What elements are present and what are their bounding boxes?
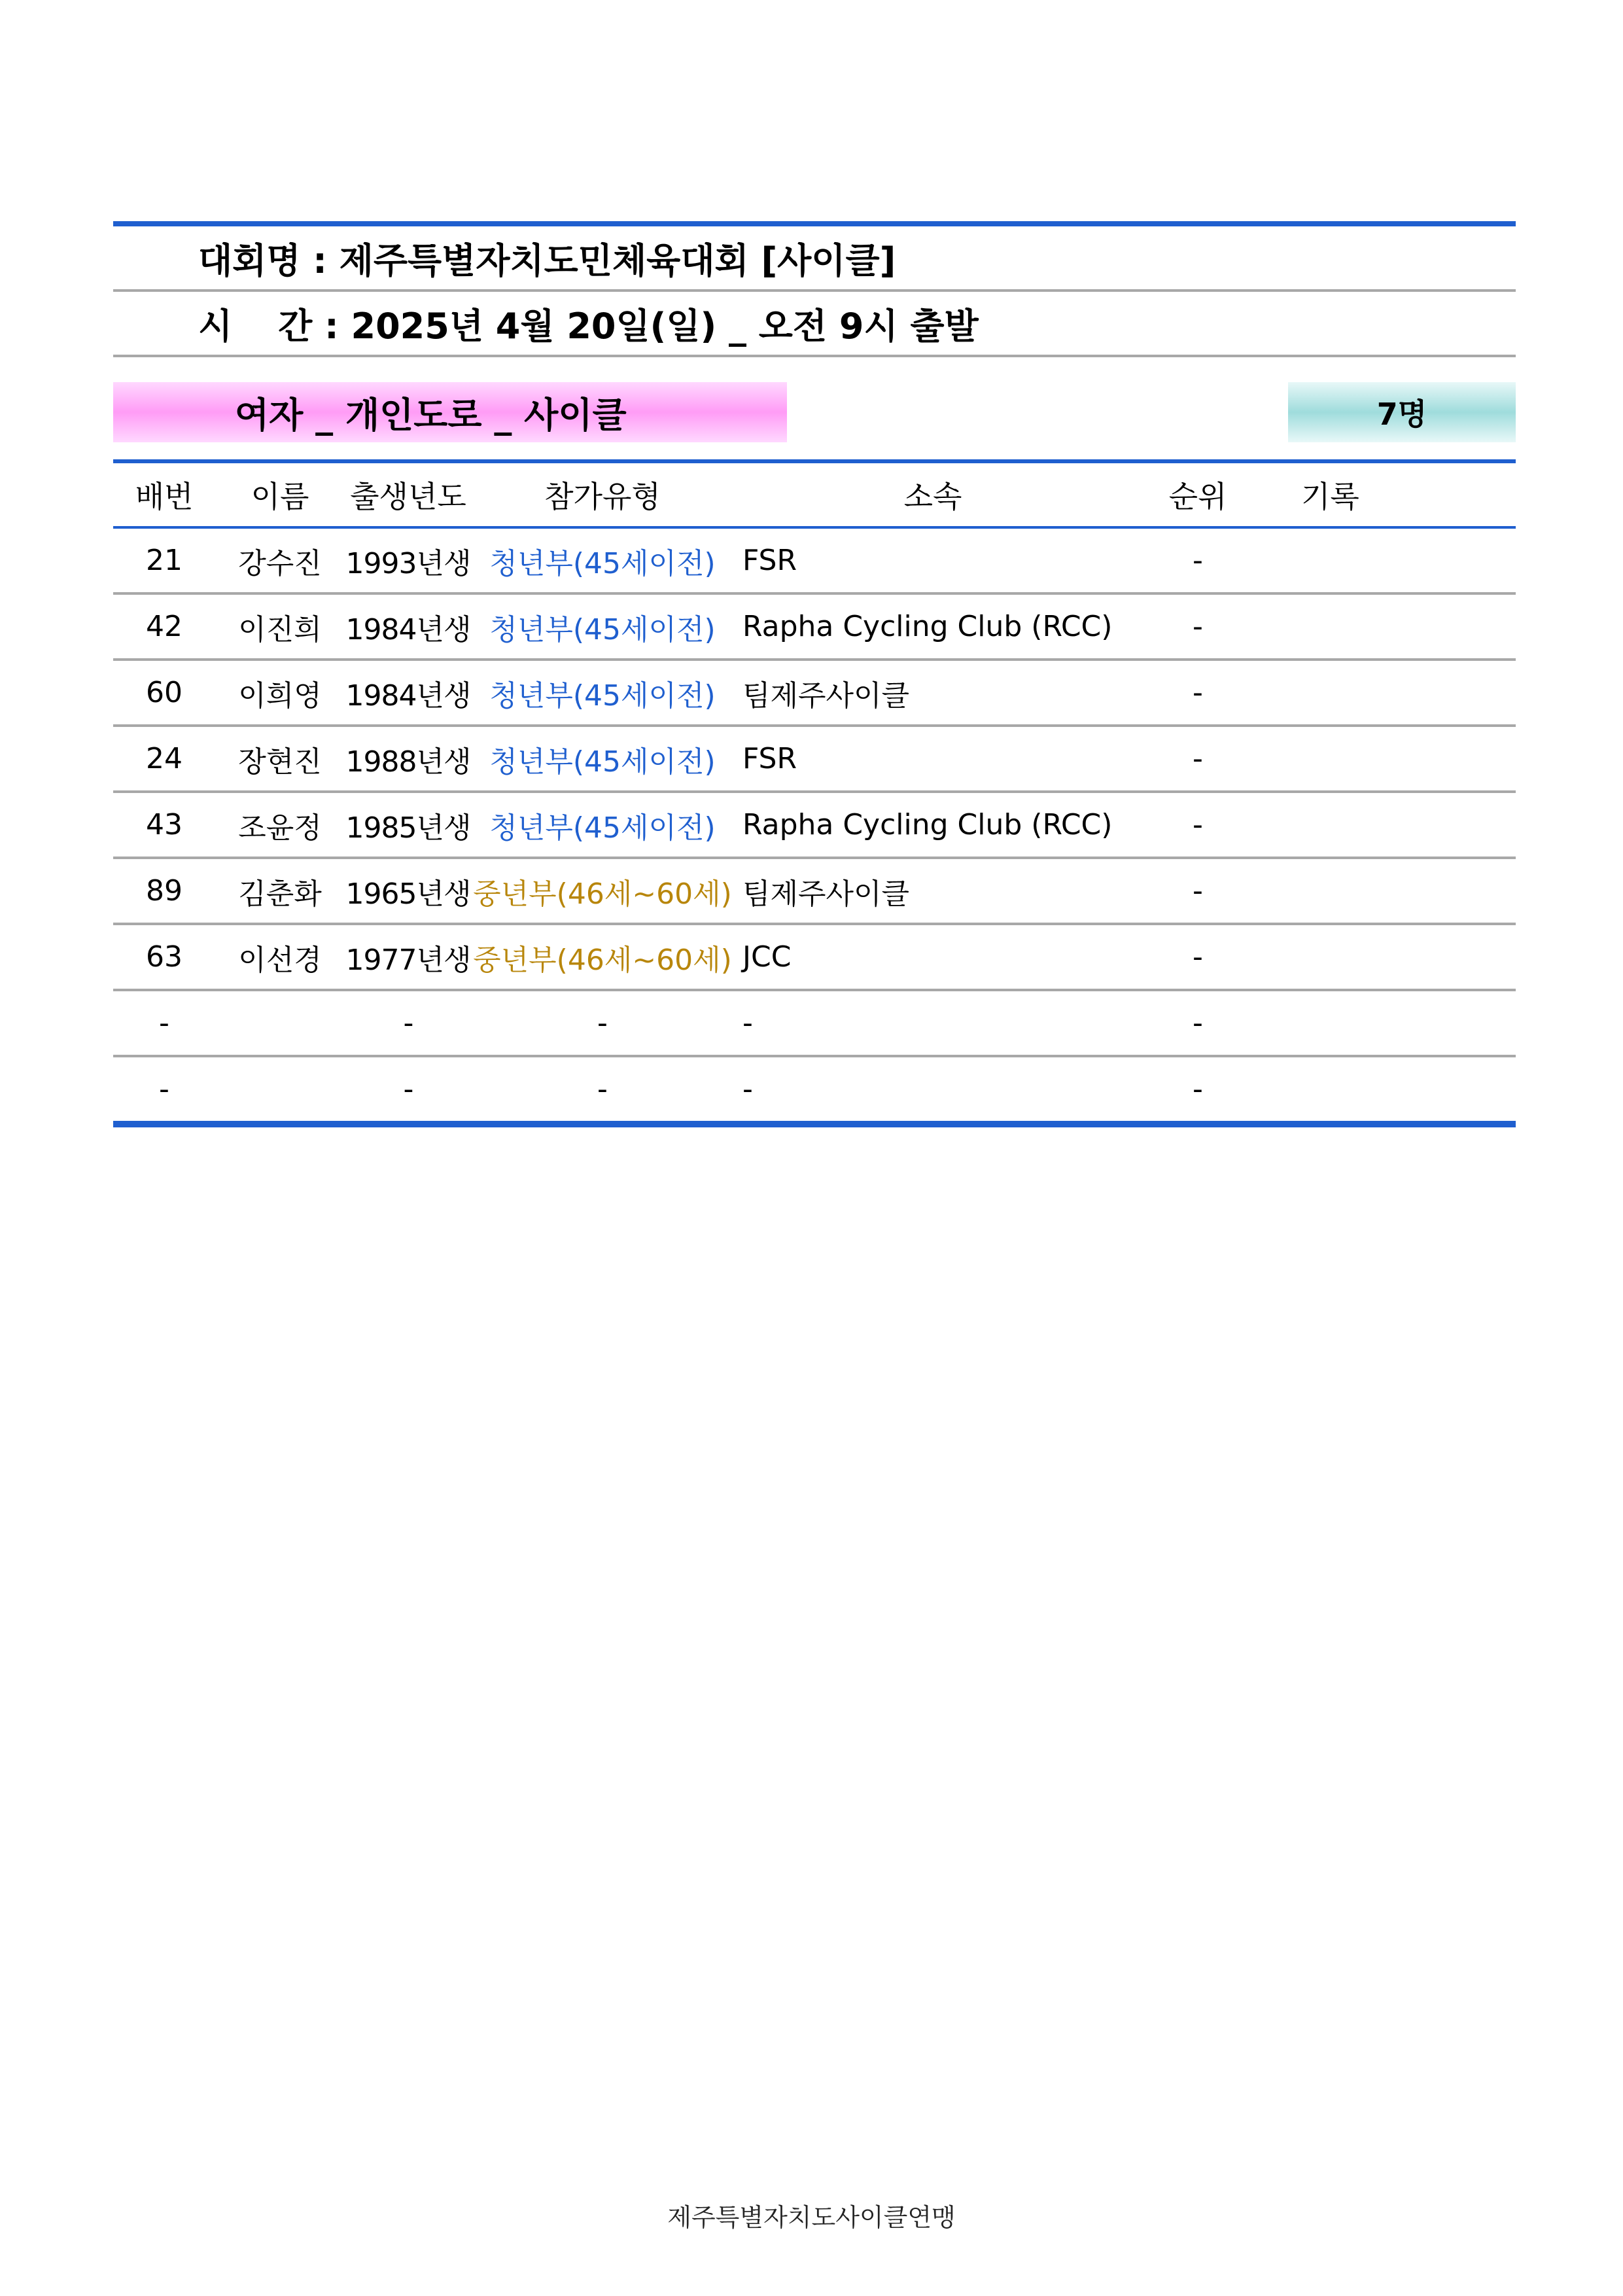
cell-birth-year: -: [403, 1072, 413, 1106]
cell-birth-year: 1984년생: [345, 612, 471, 646]
header-affiliation: 소속: [903, 479, 962, 514]
cell-affiliation: Rapha Cycling Club (RCC): [742, 808, 1113, 841]
cell-number: 89: [146, 874, 183, 908]
cell-entry-type: 중년부(46세~60세): [473, 943, 732, 977]
table-row: [113, 991, 1516, 1055]
cell-rank: -: [1193, 676, 1203, 709]
cell-birth-year: 1988년생: [345, 745, 471, 779]
entry-sheet: [113, 221, 1516, 1127]
table-row: [113, 925, 1516, 989]
event-time-row: [113, 292, 1516, 355]
cell-rank: -: [1193, 544, 1203, 577]
cell-affiliation: JCC: [742, 940, 792, 974]
footer-organization: 제주특별자치도사이클연맹: [667, 2203, 956, 2232]
cell-affiliation: FSR: [742, 544, 797, 577]
cell-number: 63: [146, 940, 183, 974]
cell-entry-type: -: [597, 1072, 608, 1106]
cell-name: 김춘화: [238, 877, 322, 911]
cell-birth-year: -: [403, 1006, 413, 1040]
header-record: 기록: [1301, 479, 1359, 514]
cell-affiliation: -: [742, 1006, 753, 1040]
category-zone: [113, 357, 1516, 459]
cell-entry-type: 청년부(45세이전): [489, 546, 716, 580]
cell-number: 42: [146, 610, 183, 643]
cell-rank: -: [1193, 1072, 1203, 1106]
cell-number: 43: [146, 808, 183, 841]
cell-birth-year: 1985년생: [345, 811, 471, 845]
cell-number: 21: [146, 544, 183, 577]
event-time-tail: 간 : 2025년 4월 20일(일) _ 오전 9시 출발: [278, 305, 979, 347]
category-banner: [113, 382, 787, 442]
cell-entry-type: 중년부(46세~60세): [473, 877, 732, 911]
cell-birth-year: 1977년생: [345, 943, 471, 977]
cell-rank: -: [1193, 742, 1203, 775]
cell-name: 이진희: [238, 612, 322, 646]
header-birth-year: 출생년도: [350, 479, 466, 514]
table-bottom-rule: [113, 1121, 1516, 1127]
cell-name: 강수진: [238, 546, 322, 580]
cell-affiliation: 팀제주사이클: [742, 877, 910, 911]
table-row: [113, 793, 1516, 857]
cell-entry-type: 청년부(45세이전): [489, 811, 716, 845]
table-row: [113, 661, 1516, 724]
cell-name: 조윤정: [238, 811, 322, 845]
cell-rank: -: [1193, 940, 1203, 974]
event-time-head: 시: [198, 305, 233, 347]
header-rank: 순위: [1168, 479, 1227, 514]
table-row: [113, 529, 1516, 592]
cell-birth-year: 1993년생: [345, 546, 471, 580]
cell-affiliation: -: [742, 1072, 753, 1106]
cell-entry-type: 청년부(45세이전): [489, 745, 716, 779]
header-entry-type: 참가유형: [544, 479, 661, 514]
table-row: [113, 1057, 1516, 1121]
cell-name: 장현진: [238, 745, 322, 779]
table-row: [113, 595, 1516, 658]
table-body: [113, 529, 1516, 1121]
cell-affiliation: FSR: [742, 742, 797, 775]
table-row: [113, 859, 1516, 923]
cell-name: 이선경: [238, 943, 322, 977]
table-row: [113, 727, 1516, 790]
participant-count: 7명: [1376, 397, 1427, 432]
cell-number: -: [159, 1006, 169, 1040]
cell-rank: -: [1193, 874, 1203, 908]
header-number: 배번: [135, 479, 194, 514]
cell-birth-year: 1984년생: [345, 679, 471, 713]
cell-number: 60: [146, 676, 183, 709]
event-name: 대회명 : 제주특별자치도민체육대회 [사이클]: [198, 239, 896, 281]
table-header: [113, 463, 1516, 526]
header-name: 이름: [251, 479, 309, 514]
event-time: [198, 298, 979, 349]
cell-entry-type: 청년부(45세이전): [489, 612, 716, 646]
cell-entry-type: -: [597, 1006, 608, 1040]
cell-number: -: [159, 1072, 169, 1106]
cell-name: 이희영: [238, 679, 322, 713]
cell-birth-year: 1965년생: [345, 877, 471, 911]
cell-number: 24: [146, 742, 183, 775]
top-rule: [113, 221, 1516, 226]
category-title: 여자 _ 개인도로 _ 사이클: [235, 394, 627, 436]
cell-entry-type: 청년부(45세이전): [489, 679, 716, 713]
cell-rank: -: [1193, 1006, 1203, 1040]
cell-rank: -: [1193, 610, 1203, 643]
cell-affiliation: Rapha Cycling Club (RCC): [742, 610, 1113, 643]
event-name-row: [113, 226, 1516, 289]
cell-affiliation: 팀제주사이클: [742, 679, 910, 713]
participant-count-badge: [1288, 382, 1516, 442]
cell-rank: -: [1193, 808, 1203, 841]
